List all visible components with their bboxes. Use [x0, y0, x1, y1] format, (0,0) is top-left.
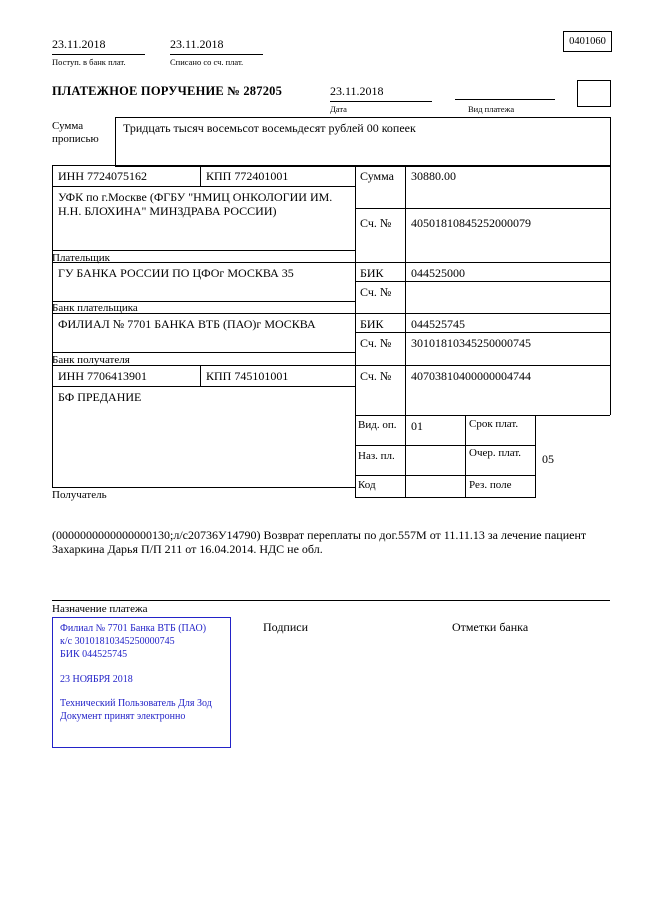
payee-name: БФ ПРЕДАНИЕ — [58, 390, 142, 404]
amount-value: 30880.00 — [411, 169, 456, 183]
amount-words-value: Тридцать тысяч восемьсот восемьдесят рублей 00 копеек — [123, 121, 416, 135]
payer-name: УФК по г.Москве (ФГБУ "НМИЦ ОНКОЛОГИИ ИМ. Н.Н. БЛОХИНА" МИНЗДРАВА РОССИИ) — [58, 190, 336, 219]
payer-account-label: Сч. № — [360, 216, 392, 230]
grid-line — [52, 250, 356, 251]
grid-line — [355, 332, 610, 333]
payee-bank-name: ФИЛИАЛ № 7701 БАНКА ВТБ (ПАО)г МОСКВА — [58, 317, 316, 331]
payer-inn: ИНН 7724075162 — [58, 169, 147, 183]
grid-line — [465, 415, 466, 497]
payer-section-label: Плательщик — [52, 252, 110, 264]
payee-inn: ИНН 7706413901 — [58, 369, 147, 383]
payer-bank-name: ГУ БАНКА РОССИИ ПО ЦФОг МОСКВА 35 — [58, 266, 294, 280]
stamp-operator: Технический Пользователь Для Зод — [60, 697, 212, 709]
payer-bank-account-label: Сч. № — [360, 285, 392, 299]
op-type-label: Вид. оп. — [358, 419, 397, 431]
payment-purpose-text: (0000000000000000130;л/с20736У14790) Возврат переплаты по дог.557М от 11.11.13 за лечение пациент Захаркина Дарья П/П 211 от 16.04.2014. НДС не обл. — [52, 528, 590, 557]
payee-bank-account: 30101810345250000745 — [411, 336, 531, 350]
signatures-label: Подписи — [263, 620, 309, 634]
payment-purpose-label: Назначение платежа — [52, 603, 148, 615]
grid-line — [355, 497, 536, 498]
grid-line — [355, 165, 356, 497]
payee-kpp: КПП 745101001 — [206, 369, 289, 383]
op-order-value: 05 — [542, 452, 554, 466]
grid-line — [355, 208, 610, 209]
document-title: ПЛАТЕЖНОЕ ПОРУЧЕНИЕ № 287205 — [52, 84, 283, 98]
grid-line — [610, 165, 611, 415]
grid-line — [355, 415, 610, 416]
grid-line — [52, 352, 356, 353]
payment-type-field — [455, 84, 555, 100]
grid-line — [355, 445, 536, 446]
payee-account: 40703810400000004744 — [411, 369, 531, 383]
grid-line — [200, 365, 201, 386]
grid-line — [52, 165, 610, 166]
op-purpose-label: Наз. пл. — [358, 450, 395, 462]
debited-date-label: Списано со сч. плат. — [170, 57, 244, 67]
stamp-spacer — [60, 662, 223, 673]
payee-account-label: Сч. № — [360, 369, 392, 383]
grid-line — [355, 281, 610, 282]
payee-bank-account-label: Сч. № — [360, 336, 392, 350]
grid-line — [52, 600, 610, 601]
stamp-spacer — [60, 686, 223, 697]
document-date-label: Дата — [330, 104, 347, 114]
grid-line — [52, 165, 53, 487]
op-order-label: Очер. плат. — [469, 447, 522, 459]
bank-stamp — [52, 617, 231, 748]
op-reserve-label: Рез. поле — [469, 479, 512, 491]
status-box — [577, 80, 611, 107]
payee-bank-section-label: Банк получателя — [52, 354, 130, 366]
payment-type-label: Вид платежа — [468, 104, 515, 114]
stamp-bank-name: Филиал № 7701 Банка ВТБ (ПАО) — [60, 623, 207, 634]
stamp-corr-account: к/с 30101810345250000745 — [60, 636, 175, 648]
grid-line — [52, 365, 610, 366]
amount-label: Сумма — [360, 169, 394, 183]
stamp-bik: БИК 044525745 — [60, 649, 128, 661]
payee-bank-bik-label: БИК — [360, 317, 384, 331]
grid-line — [52, 186, 356, 187]
payer-kpp: КПП 772401001 — [206, 169, 289, 183]
bank-marks-label: Отметки банка — [452, 620, 529, 634]
op-type-value: 01 — [411, 419, 423, 433]
amount-words-label: Сумма прописью — [52, 120, 99, 145]
debited-date-field: 23.11.2018 — [170, 37, 263, 55]
received-date-label: Поступ. в банк плат. — [52, 57, 126, 67]
form-code-box: 0401060 — [563, 31, 612, 52]
payer-bank-section-label: Банк плательщика — [52, 302, 138, 314]
grid-line — [52, 386, 356, 387]
payee-bank-bik: 044525745 — [411, 317, 465, 331]
grid-line — [405, 165, 406, 497]
grid-line — [52, 487, 356, 488]
payee-section-label: Получатель — [52, 489, 107, 501]
grid-line — [355, 475, 536, 476]
stamp-accepted-note: Документ принят электронно — [60, 710, 186, 722]
amount-words-box — [115, 117, 611, 167]
op-code-label: Код — [358, 479, 376, 491]
stamp-date: 23 НОЯБРЯ 2018 — [60, 673, 133, 685]
grid-line — [200, 165, 201, 186]
payer-account: 40501810845252000079 — [411, 216, 531, 230]
payer-bank-bik: 044525000 — [411, 266, 465, 280]
grid-line — [52, 262, 610, 263]
payer-bank-bik-label: БИК — [360, 266, 384, 280]
received-date-field: 23.11.2018 — [52, 37, 145, 55]
document-date-field: 23.11.2018 — [330, 84, 432, 102]
grid-line — [535, 415, 536, 497]
op-term-label: Срок плат. — [469, 418, 519, 430]
